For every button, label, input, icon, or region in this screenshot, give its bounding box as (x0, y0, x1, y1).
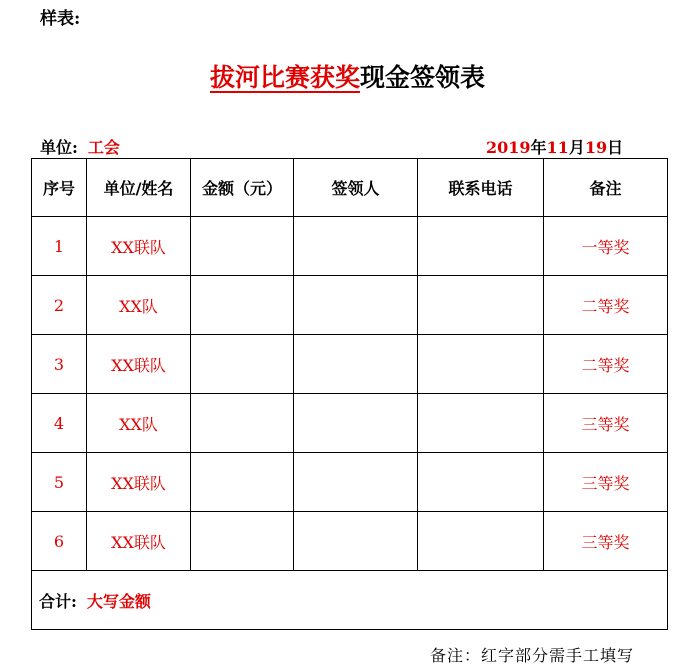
unit-line (40, 135, 120, 158)
header-cell: 联系电话 (418, 159, 544, 217)
header-cell: 序号 (32, 159, 87, 217)
date-month-char: 月 (568, 138, 585, 157)
row-amount[interactable] (191, 453, 294, 512)
row-remark: 二等奖 (544, 276, 668, 335)
document-title (0, 58, 695, 94)
unit-value: 工会 (87, 138, 120, 157)
row-signer[interactable] (294, 512, 418, 571)
row-phone[interactable] (418, 335, 544, 394)
table-row (32, 394, 668, 453)
title-red-part: 拔河比赛获奖 (209, 63, 360, 92)
header-cell: 金额（元） (191, 159, 294, 217)
date-year-char: 年 (530, 138, 547, 157)
header-cell: 备注 (544, 159, 668, 217)
row-amount[interactable] (191, 335, 294, 394)
unit-label: 单位: (40, 138, 78, 157)
row-amount[interactable] (191, 394, 294, 453)
date-month: 11 (546, 138, 569, 157)
row-number: 4 (32, 394, 87, 453)
row-number: 6 (32, 512, 87, 571)
row-remark: 一等奖 (544, 217, 668, 276)
table-row (32, 217, 668, 276)
row-name: XX联队 (87, 335, 191, 394)
row-signer[interactable] (294, 217, 418, 276)
header-cell: 单位/姓名 (87, 159, 191, 217)
row-signer[interactable] (294, 276, 418, 335)
row-remark: 二等奖 (544, 335, 668, 394)
row-phone[interactable] (418, 276, 544, 335)
row-number: 3 (32, 335, 87, 394)
row-phone[interactable] (418, 453, 544, 512)
row-remark: 三等奖 (544, 394, 668, 453)
table-row (32, 335, 668, 394)
row-name: XX队 (87, 394, 191, 453)
row-name: XX联队 (87, 453, 191, 512)
total-cell[interactable] (32, 571, 668, 630)
table-row (32, 512, 668, 571)
row-remark: 三等奖 (544, 453, 668, 512)
row-phone[interactable] (418, 217, 544, 276)
total-label: 合计: (39, 591, 77, 611)
date-day: 19 (584, 138, 608, 157)
row-name: XX队 (87, 276, 191, 335)
award-table (31, 158, 668, 630)
row-phone[interactable] (418, 394, 544, 453)
row-name: XX联队 (87, 512, 191, 571)
date-year: 2019 (486, 138, 531, 157)
row-number: 1 (32, 217, 87, 276)
row-signer[interactable] (294, 394, 418, 453)
row-phone[interactable] (418, 512, 544, 571)
row-amount[interactable] (191, 512, 294, 571)
table-header-row (32, 159, 668, 217)
date-line (486, 135, 623, 158)
total-row (32, 571, 668, 630)
total-value: 大写金额 (86, 591, 151, 611)
header-cell: 签领人 (294, 159, 418, 217)
table-row (32, 276, 668, 335)
row-amount[interactable] (191, 217, 294, 276)
row-signer[interactable] (294, 453, 418, 512)
title-black-part: 现金签领表 (360, 63, 486, 92)
row-number: 2 (32, 276, 87, 335)
row-number: 5 (32, 453, 87, 512)
row-amount[interactable] (191, 276, 294, 335)
footer-note: 备注：红字部分需手工填写 (430, 646, 635, 665)
row-remark: 三等奖 (544, 512, 668, 571)
table-row (32, 453, 668, 512)
row-name: XX联队 (87, 217, 191, 276)
date-day-char: 日 (607, 138, 624, 157)
sample-label: 样表: (40, 9, 81, 29)
row-signer[interactable] (294, 335, 418, 394)
